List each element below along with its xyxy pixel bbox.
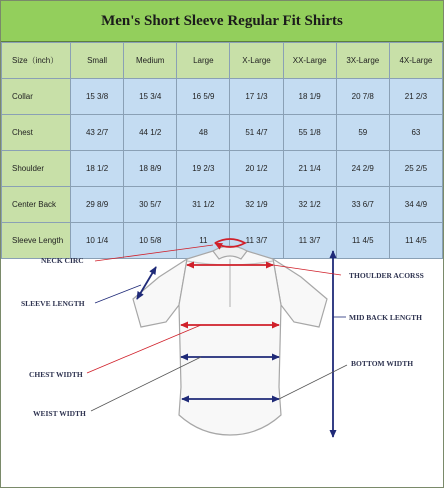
table-cell: 16 5/9 xyxy=(177,79,230,115)
table-cell: 59 xyxy=(336,115,389,151)
table-cell: 17 1/3 xyxy=(230,79,283,115)
table-cell: 43 2/7 xyxy=(71,115,124,151)
table-cell: 29 8/9 xyxy=(71,187,124,223)
table-cell: 18 1/2 xyxy=(71,151,124,187)
table-cell: 24 2/9 xyxy=(336,151,389,187)
table-cell: 15 3/4 xyxy=(124,79,177,115)
table-cell: 25 2/5 xyxy=(389,151,442,187)
table-row xyxy=(2,79,443,115)
bottom-width-label: BOTTOM WIDTH xyxy=(351,359,414,368)
header-cell: XX-Large xyxy=(283,43,336,79)
table-row xyxy=(2,151,443,187)
table-cell: 32 1/9 xyxy=(230,187,283,223)
table-cell: 33 6/7 xyxy=(336,187,389,223)
header-cell: 3X-Large xyxy=(336,43,389,79)
table-cell: 11 xyxy=(177,223,230,259)
table-cell: 21 2/3 xyxy=(389,79,442,115)
row-label: Chest xyxy=(2,115,71,151)
table-cell: 34 4/9 xyxy=(389,187,442,223)
table-row xyxy=(2,115,443,151)
measurement-diagram xyxy=(1,237,443,487)
table-cell: 15 3/8 xyxy=(71,79,124,115)
header-cell: X-Large xyxy=(230,43,283,79)
table-cell: 11 3/7 xyxy=(283,223,336,259)
table-cell: 63 xyxy=(389,115,442,151)
row-label: Center Back xyxy=(2,187,71,223)
row-label: Sleeve Length xyxy=(2,223,71,259)
table-cell: 19 2/3 xyxy=(177,151,230,187)
header-cell: Large xyxy=(177,43,230,79)
table-cell: 31 1/2 xyxy=(177,187,230,223)
table-cell: 20 7/8 xyxy=(336,79,389,115)
mid-back-length-label: MID BACK LENGTH xyxy=(349,313,422,322)
table-cell: 20 1/2 xyxy=(230,151,283,187)
header-cell: Medium xyxy=(124,43,177,79)
table-cell: 21 1/4 xyxy=(283,151,336,187)
table-cell: 18 8/9 xyxy=(124,151,177,187)
table-cell: 18 1/9 xyxy=(283,79,336,115)
table-cell: 32 1/2 xyxy=(283,187,336,223)
table-cell: 30 5/7 xyxy=(124,187,177,223)
shoulder-across-label: THOULDER ACORSS xyxy=(349,271,424,280)
header-cell: Size（inch） xyxy=(2,43,71,79)
table-cell: 10 5/8 xyxy=(124,223,177,259)
table-cell: 11 4/5 xyxy=(389,223,442,259)
header-cell: Small xyxy=(71,43,124,79)
table-cell: 51 4/7 xyxy=(230,115,283,151)
chart-title: Men's Short Sleeve Regular Fit Shirts xyxy=(1,1,443,42)
table-cell: 55 1/8 xyxy=(283,115,336,151)
table-header-row xyxy=(2,43,443,79)
neck-circ-label: NECK CIRC xyxy=(41,256,84,265)
row-label: Shoulder xyxy=(2,151,71,187)
row-label: Collar xyxy=(2,79,71,115)
chest-width-label: CHEST WIDTH xyxy=(29,370,83,379)
waist-width-label: WEIST WIDTH xyxy=(33,409,86,418)
table-cell: 44 1/2 xyxy=(124,115,177,151)
size-table xyxy=(1,42,443,259)
table-cell: 11 4/5 xyxy=(336,223,389,259)
sleeve-length-label: SLEEVE LENGTH xyxy=(21,299,85,308)
table-cell: 11 3/7 xyxy=(230,223,283,259)
table-cell: 48 xyxy=(177,115,230,151)
shirt-outline xyxy=(133,246,327,435)
table-cell: 10 1/4 xyxy=(71,223,124,259)
table-row xyxy=(2,187,443,223)
header-cell: 4X-Large xyxy=(389,43,442,79)
